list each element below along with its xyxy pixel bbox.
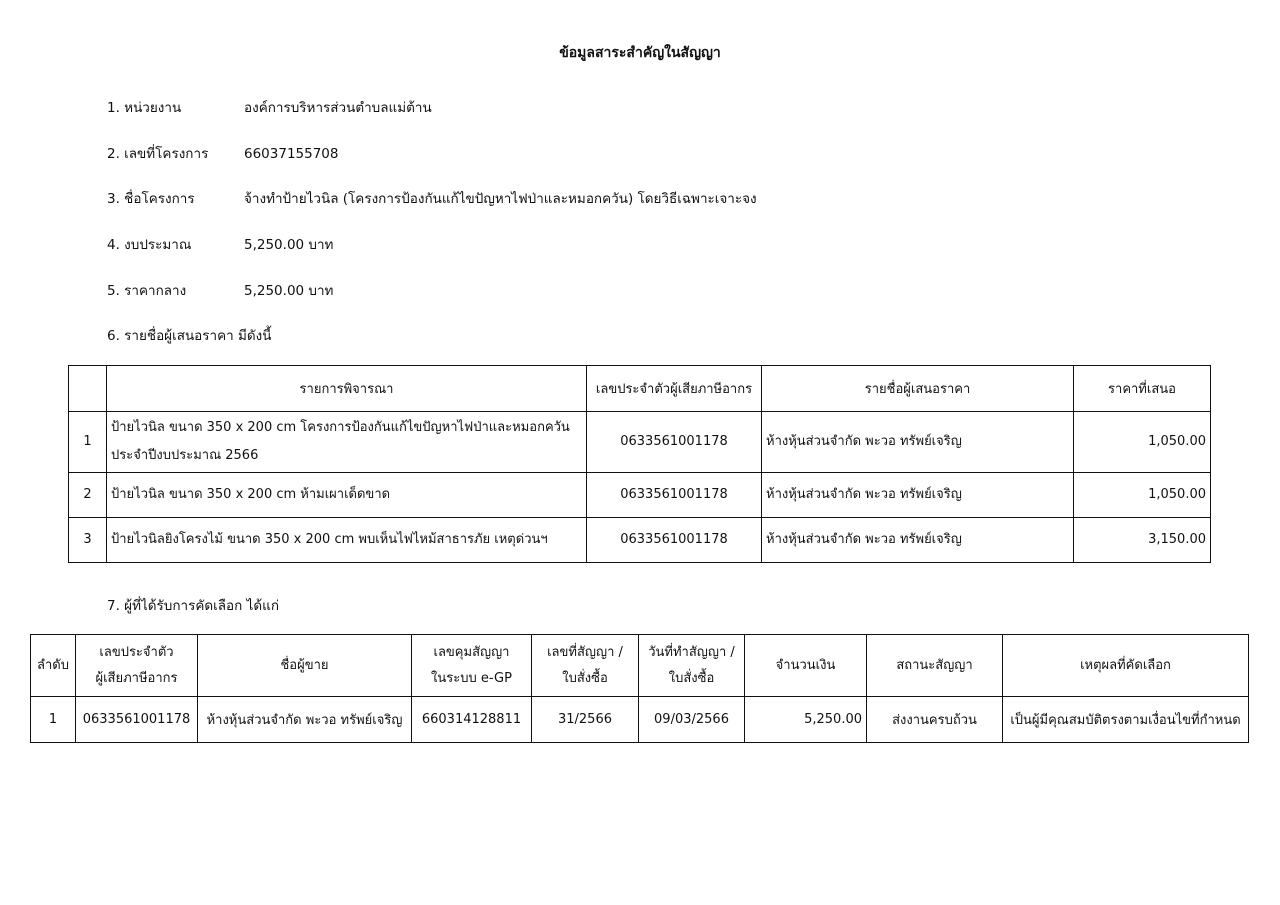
- winner-header-date: [639, 635, 745, 697]
- bidder-row-tax-id: 0633561001178: [587, 518, 762, 563]
- winner-row-egp: 660314128811: [412, 697, 532, 743]
- table-row: [69, 518, 1211, 563]
- field-project-number: [107, 142, 338, 164]
- winner-header-contract-no-line1: เลขที่สัญญา /: [547, 644, 623, 660]
- bidder-row-name: ห้างหุ้นส่วนจำกัด พะวอ ทรัพย์เจริญ: [762, 518, 1074, 563]
- bidders-header-price: ราคาที่เสนอ: [1074, 366, 1211, 412]
- winner-header-no: ลำดับ: [31, 635, 76, 697]
- winner-header-egp-line1: เลขคุมสัญญา: [433, 644, 510, 660]
- field-budget: [107, 233, 333, 255]
- winner-row-amount: 5,250.00: [745, 697, 867, 743]
- bidder-row-item: ป้ายไวนิล ขนาด 350 x 200 cm ห้ามเผาเด็ดขาด: [107, 473, 587, 518]
- bidder-row-price: 1,050.00: [1074, 473, 1211, 518]
- bidder-row-item: ป้ายไวนิลยิงโครงไม้ ขนาด 350 x 200 cm พบเห็นไฟไหม้สาธารภัย เหตุด่วนฯ: [107, 518, 587, 563]
- winner-row-seller: ห้างหุ้นส่วนจำกัด พะวอ ทรัพย์เจริญ: [198, 697, 412, 743]
- bidder-row-name: ห้างหุ้นส่วนจำกัด พะวอ ทรัพย์เจริญ: [762, 473, 1074, 518]
- bidder-row-no: 2: [69, 473, 107, 518]
- field-agency-label: 1. หน่วยงาน: [107, 100, 182, 116]
- winner-header-egp-line2: ในระบบ e-GP: [431, 670, 512, 686]
- bidder-row-tax-id: 0633561001178: [587, 473, 762, 518]
- bidder-row-item: [107, 412, 587, 473]
- bidders-header-no: [69, 366, 107, 412]
- winner-header-date-line1: วันที่ทำสัญญา /: [648, 644, 735, 660]
- winner-header-reason: เหตุผลที่คัดเลือก: [1003, 635, 1249, 697]
- winner-header-tax-id-line2: ผู้เสียภาษีอากร: [95, 670, 178, 686]
- field-agency: [107, 96, 432, 118]
- winner-section-label: 7. ผู้ที่ได้รับการคัดเลือก ได้แก่: [107, 598, 280, 614]
- winner-row-date: 09/03/2566: [639, 697, 745, 743]
- field-project-name-label: 3. ชื่อโครงการ: [107, 191, 195, 207]
- winner-header-amount: จำนวนเงิน: [745, 635, 867, 697]
- bidders-header-row: [69, 366, 1211, 412]
- field-budget-label: 4. งบประมาณ: [107, 237, 192, 253]
- field-median-price-label: 5. ราคากลาง: [107, 283, 187, 299]
- bidders-header-item: รายการพิจารณา: [107, 366, 587, 412]
- winner-row-status: ส่งงานครบถ้วน: [867, 697, 1003, 743]
- bidder-row-item-line2: ประจำปีงบประมาณ 2566: [111, 448, 259, 463]
- field-project-number-label: 2. เลขที่โครงการ: [107, 146, 209, 162]
- winner-header-contract-no-line2: ใบสั่งซื้อ: [562, 670, 608, 686]
- field-project-name: [107, 187, 757, 209]
- field-project-name-value: จ้างทำป้ายไวนิล (โครงการป้องกันแก้ไขปัญหาไฟป่าและหมอกควัน) โดยวิธีเฉพาะเจาะจง: [244, 191, 757, 207]
- winner-table: [30, 634, 1249, 743]
- field-agency-value: องค์การบริหารส่วนตำบลแม่ต้าน: [244, 100, 432, 116]
- winner-header-seller: ชื่อผู้ขาย: [198, 635, 412, 697]
- winner-row-no: 1: [31, 697, 76, 743]
- bidders-section-label: 6. รายชื่อผู้เสนอราคา มีดังนี้: [107, 328, 272, 344]
- winner-header-date-line2: ใบสั่งซื้อ: [668, 670, 715, 686]
- bidders-header-tax-id: เลขประจำตัวผู้เสียภาษีอากร: [587, 366, 762, 412]
- bidder-row-item-line1: ป้ายไวนิล ขนาด 350 x 200 cm โครงการป้องกันแก้ไขปัญหาไฟป่าและหมอกควัน: [111, 420, 570, 435]
- document-title: ข้อมูลสาระสำคัญในสัญญา: [559, 45, 721, 61]
- winner-header-row: [31, 635, 1249, 697]
- bidder-row-no: 1: [69, 412, 107, 473]
- field-budget-value: 5,250.00 บาท: [244, 237, 334, 253]
- winner-header-contract-no: [532, 635, 639, 697]
- field-project-number-value: 66037155708: [244, 146, 339, 162]
- winner-row-tax-id: 0633561001178: [76, 697, 198, 743]
- winner-header-status: สถานะสัญญา: [867, 635, 1003, 697]
- table-row: [69, 473, 1211, 518]
- winner-header-tax-id-line1: เลขประจำตัว: [99, 644, 174, 660]
- bidder-row-price: 1,050.00: [1074, 412, 1211, 473]
- bidder-row-price: 3,150.00: [1074, 518, 1211, 563]
- bidder-row-name: ห้างหุ้นส่วนจำกัด พะวอ ทรัพย์เจริญ: [762, 412, 1074, 473]
- winner-row-reason: เป็นผู้มีคุณสมบัติตรงตามเงื่อนไขที่กำหนด: [1003, 697, 1249, 743]
- bidder-row-no: 3: [69, 518, 107, 563]
- bidders-header-bidder: รายชื่อผู้เสนอราคา: [762, 366, 1074, 412]
- table-row: [31, 697, 1249, 743]
- bidder-row-tax-id: 0633561001178: [587, 412, 762, 473]
- winner-header-egp: [412, 635, 532, 697]
- winner-header-tax-id: [76, 635, 198, 697]
- field-median-price: [107, 279, 333, 301]
- field-median-price-value: 5,250.00 บาท: [244, 283, 334, 299]
- table-row: [69, 412, 1211, 473]
- bidders-table: [68, 365, 1211, 563]
- winner-row-contract-no: 31/2566: [532, 697, 639, 743]
